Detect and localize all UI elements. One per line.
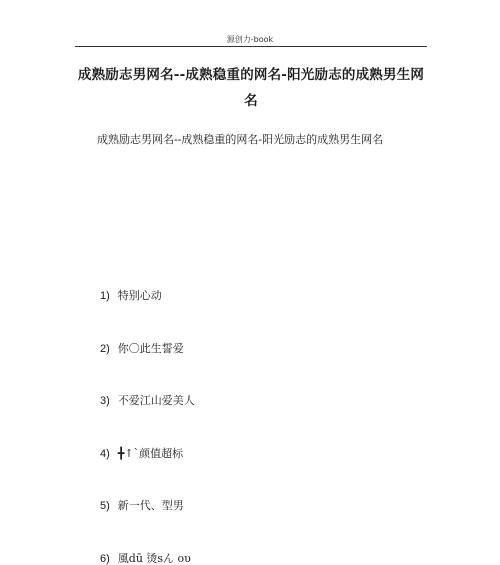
- list-item: [100, 442, 420, 495]
- list-item-number: 3): [100, 395, 110, 407]
- list-item-text: 不爱江山爱美人: [117, 394, 195, 407]
- intro-paragraph: 成熟励志男网名--成熟稳重的网名-阳光励志的成熟男生网名: [97, 133, 384, 146]
- list-item-text: ╋↑`颜值超标: [117, 446, 184, 460]
- running-header: 源创力-book: [226, 35, 274, 44]
- list-item: [100, 389, 420, 442]
- list-item-text: 風dū 烫sん ου: [117, 551, 191, 565]
- list-item-text: 特别心动: [117, 289, 162, 302]
- list-item: [100, 337, 420, 390]
- list-item-text: 你〇此生誓爱: [117, 341, 184, 355]
- list-item-number: 2): [100, 342, 110, 355]
- list-item: [100, 547, 420, 565]
- list-item-text: 新一代、型男: [117, 499, 184, 512]
- list-item-number: 6): [100, 552, 110, 565]
- header-rule: [75, 46, 427, 47]
- document-title: 成熟励志男网名--成熟稳重的网名-阳光励志的成熟男生网名: [77, 67, 425, 109]
- list-item: [100, 284, 420, 337]
- list-item-number: 1): [100, 290, 110, 302]
- name-list: [100, 284, 420, 565]
- list-item-number: 4): [100, 447, 110, 460]
- list-item: [100, 494, 420, 547]
- list-item-number: 5): [100, 500, 110, 512]
